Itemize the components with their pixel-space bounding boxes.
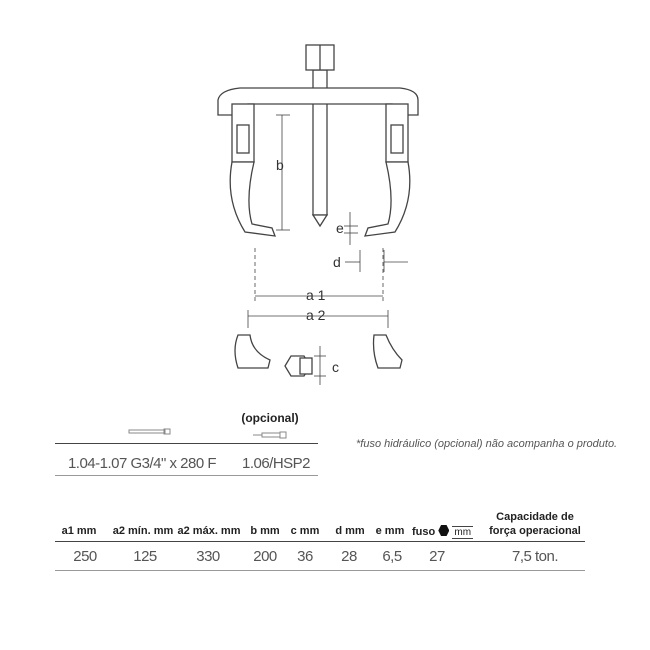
spindle-tip: [313, 215, 327, 226]
header-fuso-label: fuso: [412, 526, 436, 538]
value-fuso: 27: [429, 548, 445, 565]
header-a2-min: a2 mín. mm: [112, 525, 174, 537]
left-leg: [230, 162, 275, 236]
header-a1: a1 mm: [61, 525, 97, 537]
divider: [55, 570, 585, 571]
value-a1: 250: [73, 548, 97, 565]
divider: [55, 475, 318, 476]
header-fuso: [412, 525, 473, 539]
value-e: 6,5: [382, 548, 402, 565]
spindle-icon: [128, 428, 172, 436]
accessory-item: 1.06/HSP2: [241, 455, 311, 472]
value-c: 36: [297, 548, 313, 565]
label-a2: a 2: [306, 307, 326, 323]
label-c: c: [332, 359, 339, 375]
value-b: 200: [253, 548, 277, 565]
note: *fuso hidráulico (opcional) não acompanha o produto.: [356, 438, 618, 450]
right-leg: [365, 162, 410, 236]
header-fuso-unit: mm: [454, 527, 472, 538]
header-capacity-line1: Capacidade de: [496, 511, 574, 523]
hydraulic-spindle-icon: [252, 431, 292, 439]
right-jaw: [374, 335, 403, 368]
label-b: b: [276, 157, 284, 173]
header-c: c mm: [290, 525, 320, 537]
divider: [55, 541, 585, 542]
label-d: d: [333, 254, 341, 270]
header-b: b mm: [250, 525, 280, 537]
optional-header: (opcional): [241, 411, 299, 425]
header-a2-max: a2 máx. mm: [177, 525, 241, 537]
value-d: 28: [341, 548, 357, 565]
label-e: e: [336, 220, 344, 236]
label-a1: a 1: [306, 287, 326, 303]
hexagon-icon: [438, 525, 449, 536]
header-d: d mm: [335, 525, 365, 537]
header-capacity-line2: força operacional: [489, 525, 581, 537]
accessory-item: 1.04-1.07 G3/4" x 280 F: [67, 455, 217, 472]
value-capacity: 7,5 ton.: [511, 548, 559, 565]
header-e: e mm: [375, 525, 405, 537]
left-jaw: [235, 335, 270, 368]
divider: [55, 443, 318, 444]
value-a2-min: 125: [133, 548, 157, 565]
value-a2-max: 330: [196, 548, 220, 565]
